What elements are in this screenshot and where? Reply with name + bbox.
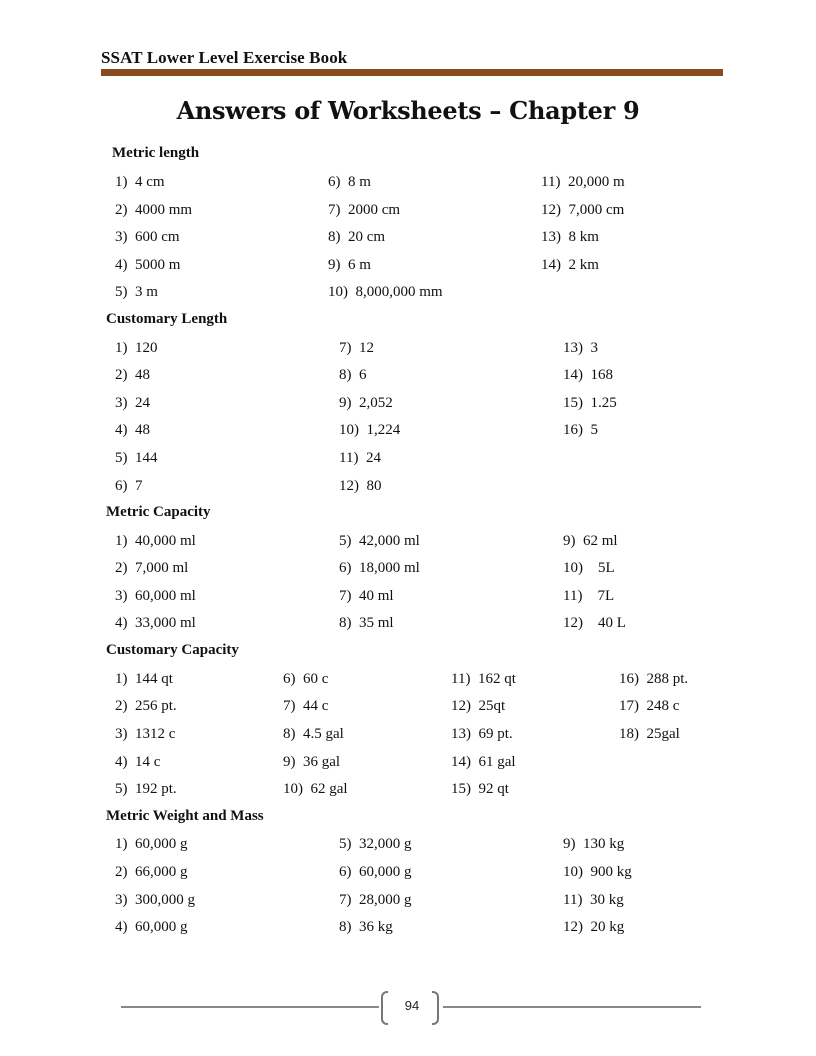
- answer-item: 18) 25gal: [619, 726, 680, 742]
- answer-item: 2) 48: [115, 367, 150, 383]
- answer-item: 10) 62 gal: [283, 781, 348, 797]
- footer-bracket-right: [432, 991, 439, 1025]
- answer-item: 6) 7: [115, 478, 143, 494]
- answer-item: 1) 144 qt: [115, 671, 173, 687]
- answer-item: 4) 14 c: [115, 754, 161, 770]
- answer-item: 9) 130 kg: [563, 836, 625, 852]
- answer-item: 13) 69 pt.: [451, 726, 513, 742]
- answer-item: 7) 2000 cm: [328, 202, 401, 218]
- answer-item: 9) 2,052: [339, 395, 393, 411]
- answer-item: 13) 3: [563, 340, 598, 356]
- page-heading: Answers of Worksheets – Chapter 9: [176, 96, 640, 125]
- answer-item: 3) 1312 c: [115, 726, 176, 742]
- answer-item: 16) 288 pt.: [619, 671, 689, 687]
- answer-item: 4) 60,000 g: [115, 919, 188, 935]
- section-title-customary-capacity: Customary Capacity: [106, 642, 239, 658]
- answer-item: 12) 80: [339, 478, 382, 494]
- answer-item: 8) 20 cm: [328, 229, 386, 245]
- answer-item: 5) 32,000 g: [339, 836, 412, 852]
- answer-item: 10) 8,000,000 mm: [328, 284, 443, 300]
- answer-item: 9) 62 ml: [563, 533, 618, 549]
- answer-item: 7) 44 c: [283, 698, 329, 714]
- answer-item: 6) 60 c: [283, 671, 329, 687]
- answer-item: 14) 2 km: [541, 257, 599, 273]
- answer-item: 8) 4.5 gal: [283, 726, 344, 742]
- answer-item: 5) 42,000 ml: [339, 533, 420, 549]
- answer-item: 4) 48: [115, 422, 150, 438]
- answer-item: 13) 8 km: [541, 229, 599, 245]
- header-rule: [101, 69, 723, 76]
- answer-item: 1) 40,000 ml: [115, 533, 196, 549]
- answer-item: 8) 6: [339, 367, 367, 383]
- answer-item: 10) 5L: [563, 560, 615, 576]
- answer-item: 6) 18,000 ml: [339, 560, 420, 576]
- answer-item: 2) 4000 mm: [115, 202, 193, 218]
- answer-item: 1) 4 cm: [115, 174, 165, 190]
- answer-item: 2) 256 pt.: [115, 698, 177, 714]
- answer-item: 16) 5: [563, 422, 598, 438]
- answer-item: 15) 92 qt: [451, 781, 509, 797]
- footer-rule-left: [121, 1006, 379, 1008]
- answer-item: 11) 30 kg: [563, 892, 624, 908]
- answer-item: 14) 61 gal: [451, 754, 516, 770]
- section-title-metric-length: Metric length: [112, 145, 200, 161]
- footer-bracket-left: [381, 991, 388, 1025]
- answer-item: 1) 120: [115, 340, 158, 356]
- footer-rule-right: [443, 1006, 701, 1008]
- answer-item: 3) 60,000 ml: [115, 588, 196, 604]
- answer-item: 12) 7,000 cm: [541, 202, 625, 218]
- answer-item: 11) 162 qt: [451, 671, 516, 687]
- answer-item: 4) 5000 m: [115, 257, 181, 273]
- running-header-title: SSAT Lower Level Exercise Book: [101, 48, 348, 67]
- answer-item: 9) 36 gal: [283, 754, 341, 770]
- answer-item: 7) 40 ml: [339, 588, 394, 604]
- answer-item: 3) 300,000 g: [115, 892, 195, 908]
- answer-item: 3) 24: [115, 395, 150, 411]
- page-number: 94: [404, 998, 420, 1013]
- section-title-metric-capacity: Metric Capacity: [106, 504, 211, 520]
- answer-item: 5) 3 m: [115, 284, 158, 300]
- answer-item: 8) 36 kg: [339, 919, 393, 935]
- section-title-metric-weight-and-mass: Metric Weight and Mass: [106, 808, 264, 824]
- answer-item: 1) 60,000 g: [115, 836, 188, 852]
- section-title-customary-length: Customary Length: [106, 311, 228, 327]
- answer-item: 4) 33,000 ml: [115, 615, 196, 631]
- answer-item: 17) 248 c: [619, 698, 680, 714]
- answer-item: 5) 144: [115, 450, 158, 466]
- answer-item: 9) 6 m: [328, 257, 371, 273]
- answer-item: 11) 24: [339, 450, 381, 466]
- answer-item: 7) 28,000 g: [339, 892, 412, 908]
- answer-item: 8) 35 ml: [339, 615, 394, 631]
- answer-item: 12) 40 L: [563, 615, 626, 631]
- answer-item: 11) 20,000 m: [541, 174, 625, 190]
- answer-item: 6) 60,000 g: [339, 864, 412, 880]
- answer-item: 10) 900 kg: [563, 864, 632, 880]
- answer-item: 7) 12: [339, 340, 374, 356]
- answer-item: 11) 7L: [563, 588, 615, 604]
- answer-item: 12) 20 kg: [563, 919, 625, 935]
- answer-item: 14) 168: [563, 367, 613, 383]
- answer-item: 10) 1,224: [339, 422, 401, 438]
- answer-item: 5) 192 pt.: [115, 781, 177, 797]
- answer-item: 3) 600 cm: [115, 229, 180, 245]
- answer-item: 12) 25qt: [451, 698, 506, 714]
- answer-item: 2) 66,000 g: [115, 864, 188, 880]
- answer-item: 15) 1.25: [563, 395, 617, 411]
- answer-item: 6) 8 m: [328, 174, 371, 190]
- answer-item: 2) 7,000 ml: [115, 560, 189, 576]
